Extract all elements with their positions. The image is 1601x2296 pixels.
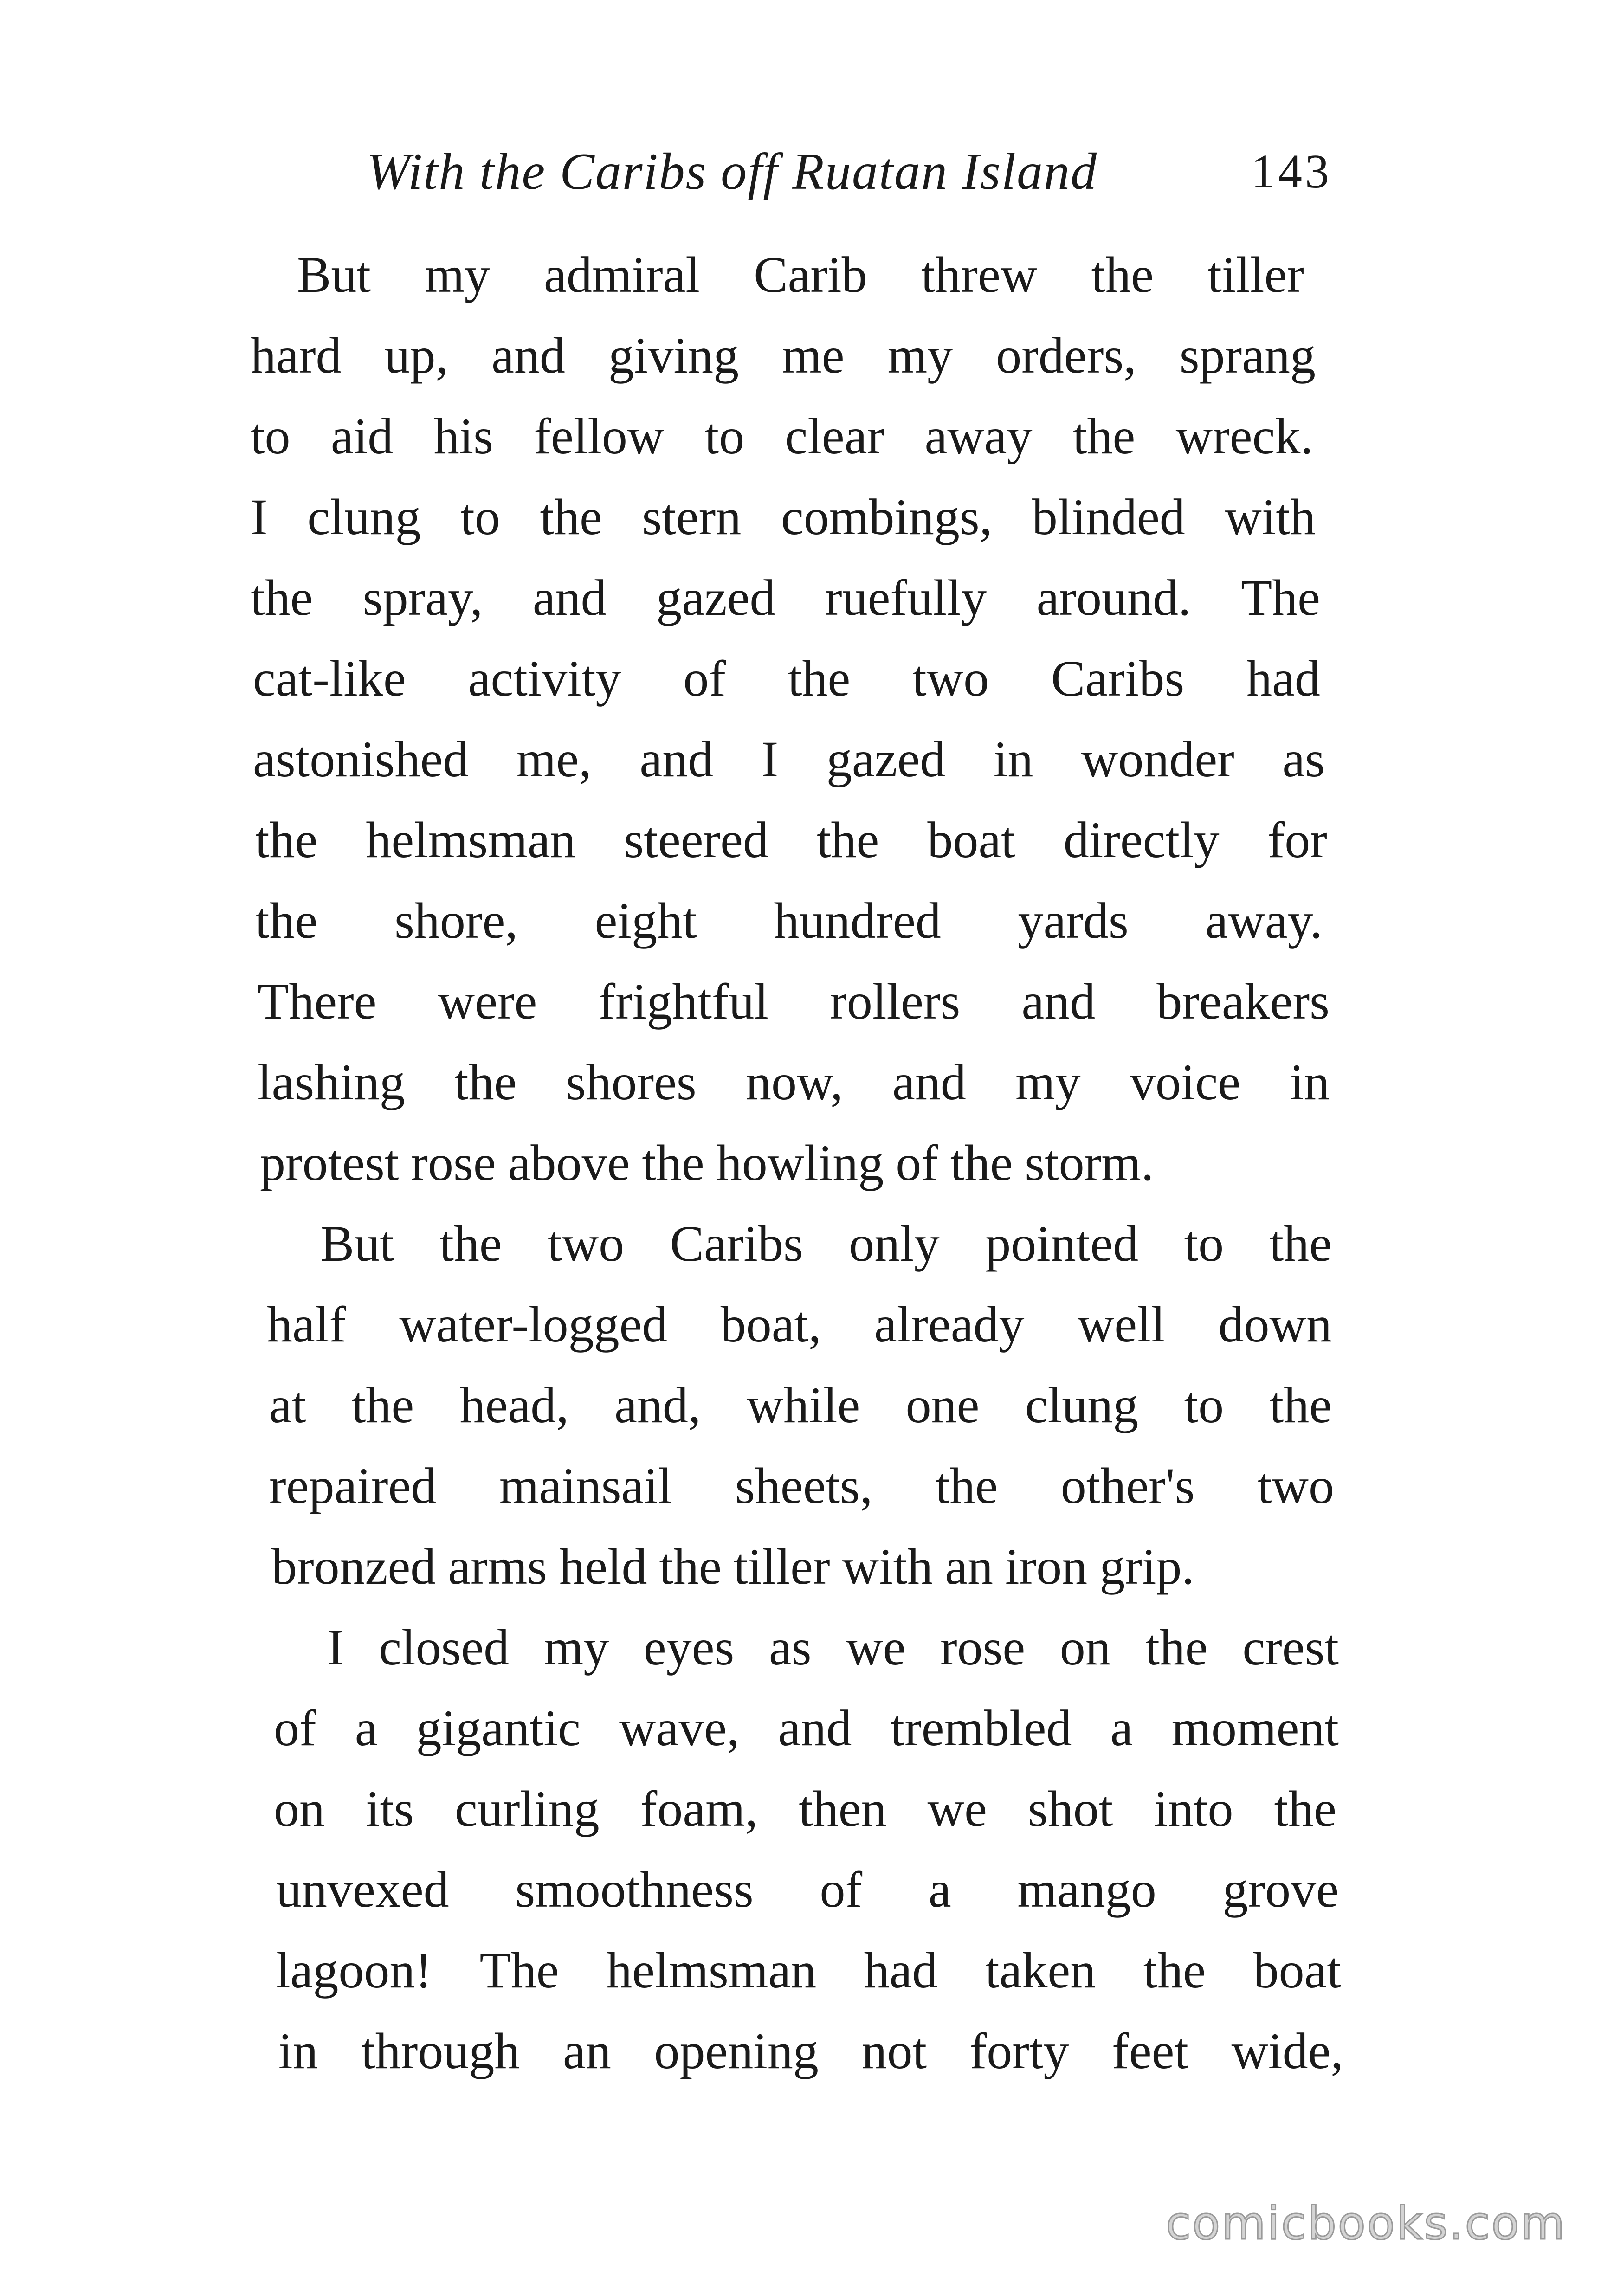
word: me (782, 327, 845, 384)
word: wonder (1081, 731, 1234, 787)
word: the (788, 650, 851, 707)
word: fellow (534, 408, 665, 464)
paragraph (0, 234, 1601, 1203)
word: wreck. (1175, 408, 1313, 464)
word: shot (1027, 1780, 1113, 1837)
text-line (269, 1365, 1332, 1445)
word: storm. (1025, 1135, 1154, 1191)
word: The (479, 1942, 559, 1999)
word: gazed (826, 731, 946, 787)
word: lashing (258, 1054, 405, 1110)
word: the (1269, 1377, 1332, 1433)
word: smoothness (515, 1861, 754, 1918)
text-line (251, 477, 1316, 557)
text-line (278, 2011, 1343, 2091)
word: spray, (362, 569, 483, 626)
word: and (639, 731, 714, 787)
word: as (768, 1619, 812, 1676)
word: the (255, 892, 318, 949)
word: combings, (781, 489, 993, 545)
word: unvexed (276, 1861, 449, 1918)
word: a (355, 1700, 378, 1756)
word: and (1021, 973, 1096, 1030)
word: rose (411, 1135, 496, 1191)
word: to (251, 408, 291, 464)
word: I (251, 489, 268, 545)
word: to (460, 489, 500, 545)
word: away. (1205, 892, 1323, 949)
word: blinded (1032, 489, 1185, 545)
word: an (563, 2023, 611, 2079)
word: taken (985, 1942, 1096, 1999)
word: wave, (619, 1700, 740, 1756)
word: to (704, 408, 745, 464)
word: yards (1018, 892, 1129, 949)
word: admiral (544, 246, 700, 303)
word: voice (1130, 1054, 1241, 1110)
word: grip. (1099, 1538, 1194, 1595)
word: me, (516, 731, 592, 787)
word: shores (566, 1054, 697, 1110)
word: already (874, 1296, 1025, 1353)
word: the (255, 812, 318, 868)
word: sprang (1179, 327, 1316, 384)
word: the (1274, 1780, 1336, 1837)
word: crest (1242, 1619, 1339, 1676)
word: two (912, 650, 989, 707)
text-line (274, 1768, 1336, 1849)
word: tiller (733, 1538, 830, 1595)
word: water-logged (399, 1296, 668, 1353)
body-text (0, 234, 1601, 2091)
word: the (251, 569, 313, 626)
word: the (935, 1458, 998, 1514)
word: I (327, 1619, 344, 1676)
word: and, (614, 1377, 701, 1433)
word: activity (468, 650, 621, 707)
paragraph (0, 1607, 1601, 2091)
word: and (778, 1700, 852, 1756)
word: I (761, 731, 779, 787)
word: as (1282, 731, 1325, 787)
text-line (269, 1445, 1334, 1526)
word: two (548, 1215, 625, 1272)
word: away (924, 408, 1033, 464)
text-line (255, 880, 1323, 961)
text-line (274, 1688, 1339, 1768)
word: had (864, 1942, 938, 1999)
word: the (642, 1135, 704, 1191)
word: and (532, 569, 607, 626)
word: and (491, 327, 565, 384)
word: cat-like (253, 650, 406, 707)
text-line (251, 557, 1320, 638)
page-number: 143 (1251, 145, 1332, 198)
word: my (425, 246, 490, 303)
word: above (508, 1135, 630, 1191)
word: we (927, 1780, 987, 1837)
word: well (1077, 1296, 1166, 1353)
word: threw (921, 246, 1038, 303)
word: up, (384, 327, 449, 384)
word: around. (1036, 569, 1191, 626)
word: shore, (394, 892, 518, 949)
word: clung (1025, 1377, 1139, 1433)
word: of (820, 1861, 863, 1918)
word: while (746, 1377, 860, 1433)
word: of (683, 650, 726, 707)
word: rose (940, 1619, 1026, 1676)
text-line (276, 1930, 1341, 2011)
word: to (1184, 1215, 1224, 1272)
word: repaired (269, 1458, 437, 1514)
text-line (297, 234, 1304, 315)
word: arms (448, 1538, 548, 1595)
word: boat, (720, 1296, 821, 1353)
word: the (1072, 408, 1136, 464)
word: an (945, 1538, 993, 1595)
word: forty (969, 2023, 1069, 2079)
word: astonished (253, 731, 469, 787)
word: bronzed (271, 1538, 436, 1595)
word: on (1059, 1619, 1111, 1676)
word: the (816, 812, 879, 868)
word: the (540, 489, 602, 545)
word: foam, (640, 1780, 758, 1837)
word: the (1091, 246, 1154, 303)
word: a (1110, 1700, 1133, 1756)
word: the (659, 1538, 722, 1595)
text-line (267, 1284, 1332, 1365)
text-line (253, 638, 1320, 719)
word: moment (1171, 1700, 1339, 1756)
word: hundred (774, 892, 941, 949)
paragraph (0, 1203, 1601, 1607)
text-line (255, 800, 1327, 880)
text-line (258, 961, 1330, 1042)
word: Caribs (1051, 650, 1185, 707)
word: on (274, 1780, 325, 1837)
word: my (1015, 1054, 1081, 1110)
word: now, (745, 1054, 843, 1110)
text-line (258, 1042, 1330, 1122)
word: closed (379, 1619, 510, 1676)
word: breakers (1156, 973, 1330, 1030)
word: boat (927, 812, 1015, 868)
word: we (846, 1619, 906, 1676)
word: of (274, 1700, 316, 1756)
text-line (251, 315, 1316, 396)
word: his (433, 408, 493, 464)
word: mango (1017, 1861, 1156, 1918)
word: with (1225, 489, 1316, 545)
word: to (1184, 1377, 1224, 1433)
running-title: With the Caribs off Ruatan Island (367, 143, 1097, 200)
word: one (905, 1377, 980, 1433)
word: mainsail (499, 1458, 672, 1514)
word: The (1240, 569, 1320, 626)
word: clear (785, 408, 884, 464)
word: its (366, 1780, 414, 1837)
word: for (1267, 812, 1327, 868)
text-line (276, 1849, 1339, 1930)
word: iron (1005, 1538, 1088, 1595)
word: the (351, 1377, 414, 1433)
word: gigantic (416, 1700, 581, 1756)
word: grove (1222, 1861, 1339, 1918)
text-line (260, 1122, 1325, 1203)
word: had (1246, 650, 1320, 707)
word: the (1143, 1942, 1206, 1999)
text-line (327, 1607, 1339, 1688)
word: wide, (1231, 2023, 1343, 2079)
word: curling (455, 1780, 600, 1837)
text-line (251, 396, 1313, 477)
word: clung (307, 489, 421, 545)
word: the (1269, 1215, 1332, 1272)
word: through (361, 2023, 520, 2079)
watermark: comicbooks.com (1166, 2197, 1566, 2250)
word: gazed (656, 569, 775, 626)
word: giving (608, 327, 739, 384)
word: were (438, 973, 537, 1030)
word: then (799, 1780, 887, 1837)
word: orders, (996, 327, 1136, 384)
word: the (1145, 1619, 1208, 1676)
word: head, (459, 1377, 569, 1433)
word: pointed (985, 1215, 1139, 1272)
running-head (367, 135, 1332, 209)
word: eyes (643, 1619, 735, 1676)
word: howling (716, 1135, 884, 1191)
text-line (320, 1203, 1332, 1284)
word: only (849, 1215, 940, 1272)
word: tiller (1207, 246, 1304, 303)
word: feet (1112, 2023, 1188, 2079)
word: But (297, 246, 371, 303)
word: ruefully (825, 569, 987, 626)
word: lagoon! (276, 1942, 433, 1999)
word: not (861, 2023, 927, 2079)
word: my (543, 1619, 609, 1676)
word: helmsman (366, 812, 576, 868)
word: in (278, 2023, 318, 2079)
word: of (896, 1135, 938, 1191)
word: directly (1063, 812, 1220, 868)
word: opening (654, 2023, 819, 2079)
word: sheets, (735, 1458, 873, 1514)
word: and (892, 1054, 966, 1110)
word: But (320, 1215, 394, 1272)
word: in (993, 731, 1033, 787)
word: hard (251, 327, 342, 384)
text-line (271, 1526, 1332, 1607)
word: eight (594, 892, 697, 949)
word: held (559, 1538, 647, 1595)
word: rollers (830, 973, 961, 1030)
word: the (950, 1135, 1013, 1191)
word: Caribs (670, 1215, 803, 1272)
word: helmsman (607, 1942, 817, 1999)
word: aid (330, 408, 394, 464)
word: There (258, 973, 377, 1030)
word: two (1257, 1458, 1334, 1514)
word: Carib (754, 246, 867, 303)
word: down (1218, 1296, 1332, 1353)
word: at (269, 1377, 306, 1433)
word: the (454, 1054, 517, 1110)
word: with (842, 1538, 933, 1595)
word: trembled (890, 1700, 1072, 1756)
word: a (928, 1861, 951, 1918)
text-line (253, 719, 1325, 800)
word: boat (1253, 1942, 1341, 1999)
word: frightful (598, 973, 769, 1030)
word: the (439, 1215, 502, 1272)
word: my (887, 327, 953, 384)
word: stern (642, 489, 742, 545)
word: steered (624, 812, 768, 868)
word: into (1154, 1780, 1233, 1837)
word: in (1290, 1054, 1330, 1110)
word: protest (260, 1135, 399, 1191)
word: half (267, 1296, 347, 1353)
word: other's (1060, 1458, 1195, 1514)
